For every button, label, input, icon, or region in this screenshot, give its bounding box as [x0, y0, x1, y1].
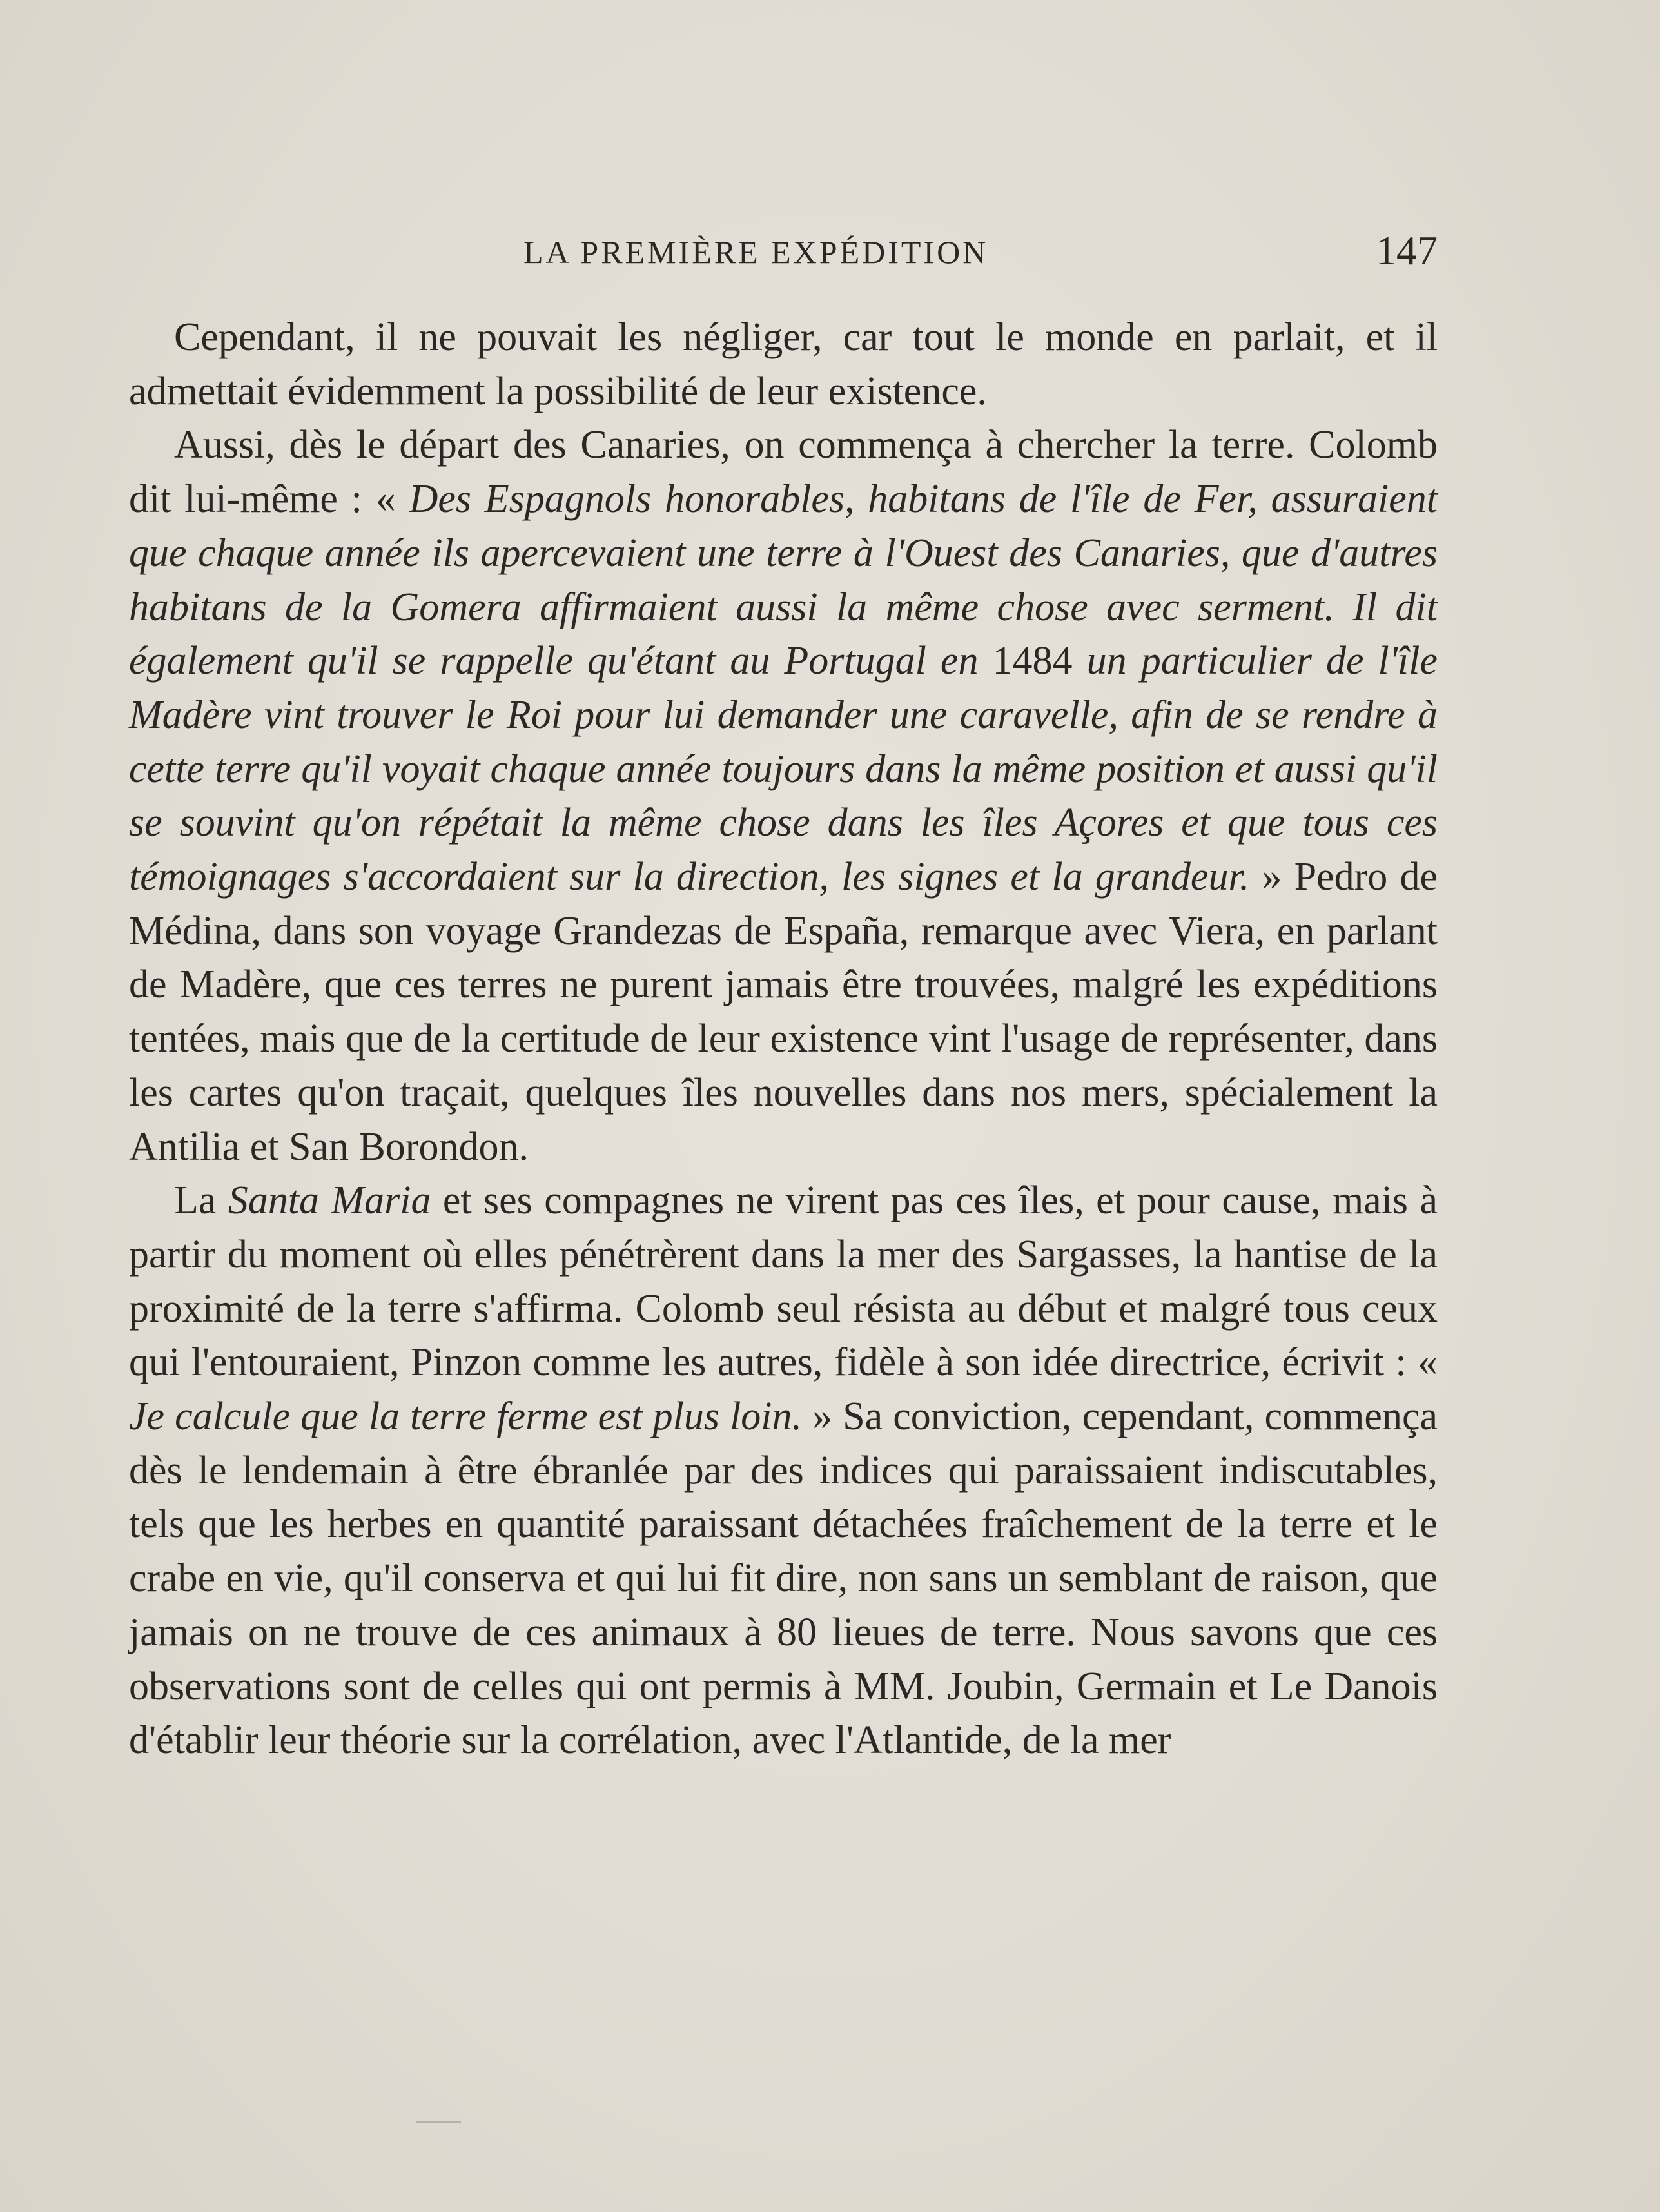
paragraph-3-continuation: » Sa conviction, cependant, commença dès le lendemain à être ébranlée par des indices qui paraissaient indiscutables, tels que les herbes en quantité paraissant détachées fraîchement de la terre et le crabe en vie, qu'il conserva et qui lui fit dire, non sans un semblant de raison, que jamais on ne trouve de ces animaux à 80 lieues de terre. Nous savons que ces observations sont de celles qui ont permis à MM. Joubin, Germain et Le Danois d'établir leur théorie sur la corrélation, avec l'Atlantide, de la mer	[129, 1395, 1438, 1763]
paragraph-2	[129, 418, 1438, 1174]
paragraph-1	[129, 311, 1438, 418]
paragraph-3-text: et ses compagnes ne virent pas ces îles, et pour cause, mais à partir du moment où elles pénétrèrent dans la mer des Sargasses, la hantise de la proximité de la terre s'affirma. Colomb seul résista au début et malgré tous ceux qui l'entouraient, Pinzon comme les autres, fidèle à son idée directrice, écrivit : «	[129, 1179, 1438, 1385]
page-header	[129, 227, 1438, 279]
paragraph-2-quote-part-2: un particulier de l'île Madère vint trouver le Roi pour lui demander une caravelle, afin de se rendre à cette terre qu'il voyait chaque année toujours dans la même position et aussi qu'il se souvint qu'on répétait la même chose dans les îles Açores et que tous ces témoignages s'accordaient sur la direction, les signes et la grandeur.	[129, 639, 1438, 899]
paragraph-1-text: Cependant, il ne pouvait les négliger, car tout le monde en parlait, et il admettait évidemment la possibilité de leur existence.	[129, 315, 1438, 413]
running-title: LA PREMIÈRE EXPÉDITION	[523, 234, 989, 270]
paragraph-2-year: 1484	[978, 639, 1087, 683]
ship-name: Santa Maria	[228, 1179, 431, 1223]
paragraph-2-intro: Aussi, dès le départ des Canaries, on commença à chercher la terre. Colomb dit lui-même : «	[129, 423, 1438, 522]
footer-rule	[416, 2121, 461, 2123]
body-text	[129, 311, 1438, 1768]
paragraph-2-continuation: » Pedro de Médina, dans son voyage Grandezas de España, remarque avec Viera, en parlant de Madère, que ces terres ne purent jamais être trouvées, malgré les expéditions tentées, mais que de la certitude de leur existence vint l'usage de représenter, dans les cartes qu'on traçait, quelques îles nouvelles dans nos mers, spécialement la Antilia et San Borondon.	[129, 855, 1438, 1169]
paragraph-3-intro: La	[174, 1179, 228, 1223]
page-number: 147	[1376, 228, 1438, 273]
paragraph-3-quote: Je calcule que la terre ferme est plus loin.	[129, 1395, 803, 1439]
paragraph-3	[129, 1174, 1438, 1768]
paragraph-2-quote-part-1: Des Espagnols honorables, habitans de l'île de Fer, assuraient que chaque année ils apercevaient une terre à l'Ouest des Canaries, que d'autres habitans de la Gomera affirmaient aussi la même chose avec serment. Il dit également qu'il se rappelle qu'étant au Portugal en	[129, 477, 1438, 683]
